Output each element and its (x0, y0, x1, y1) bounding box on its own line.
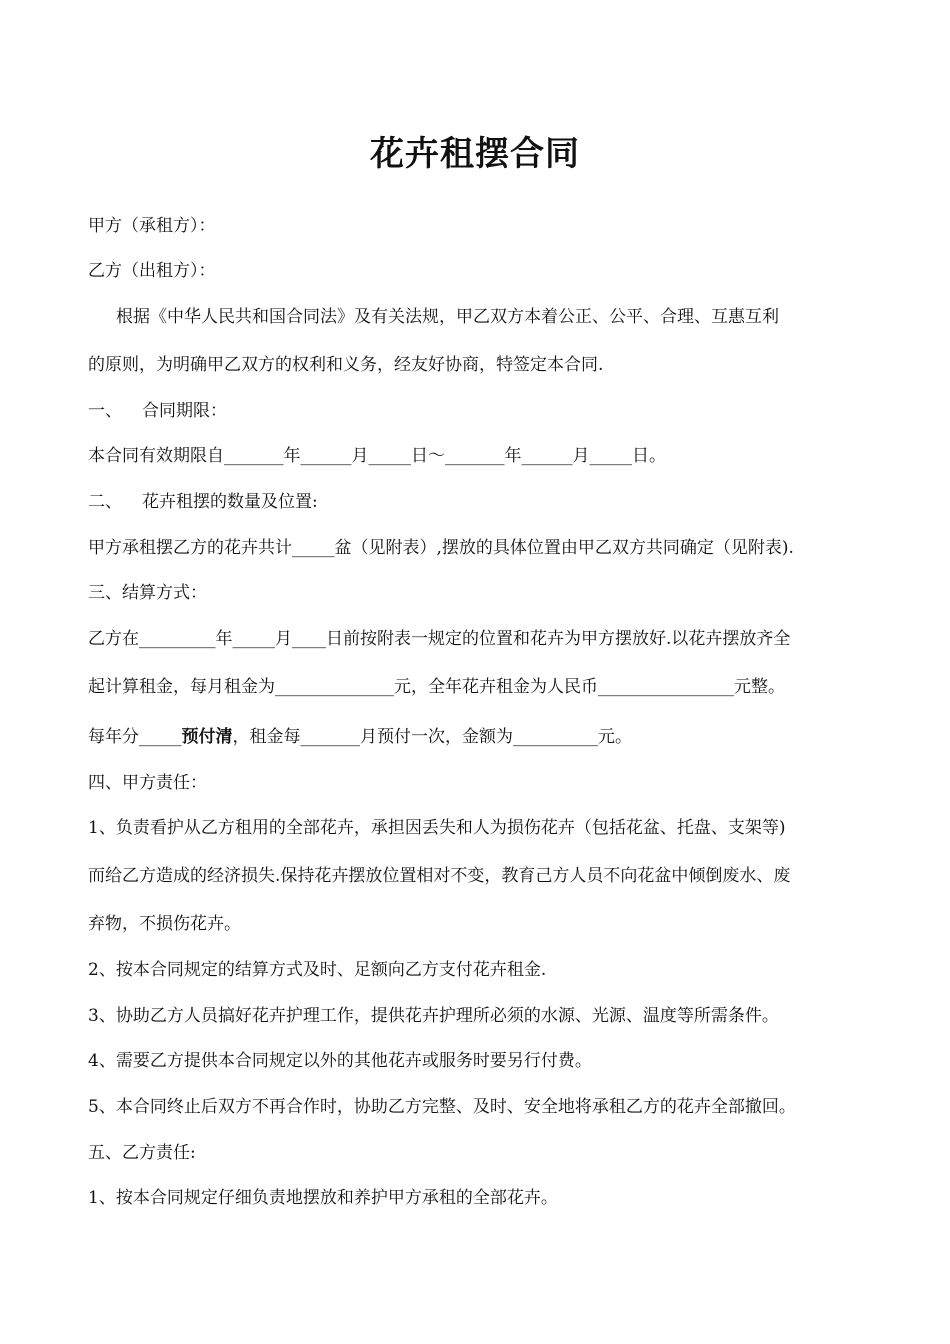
document-title: 花卉租摆合同 (370, 134, 580, 174)
section-4-item-4: 4、需要乙方提供本合同规定以外的其他花卉或服务时要另行付费。 (88, 1051, 592, 1071)
prepay-bold-text: 预付清 (181, 727, 233, 747)
section-1-title: 合同期限： (142, 401, 227, 421)
section-2-text: 甲方承租摆乙方的花卉共计_____盆（见附表）,摆放的具体位置由甲乙双方共同确定（见附表). (88, 538, 794, 558)
section-5-heading: 五、乙方责任: (88, 1143, 196, 1163)
section-3-text-3 (88, 725, 888, 749)
party-a-line: 甲方（承租方）： (88, 216, 216, 236)
section-4-item-1-line-3: 弃物，不损伤花卉。 (88, 914, 241, 934)
party-b-line: 乙方（出租方）： (88, 261, 216, 281)
section-3-text-3c: ，租金每_______月预付一次，金额为__________元。 (232, 727, 632, 747)
section-3-text-1: 乙方在_________年_____月____日前按附表一规定的位置和花卉为甲方摆放好.以花卉摆放齐全 (88, 629, 791, 649)
section-4-item-1-line-2: 而给乙方造成的经济损失.保持花卉摆放位置相对不变，教育己方人员不向花盆中倾倒废水、废 (88, 866, 791, 886)
preamble-line-2: 的原则，为明确甲乙双方的权利和义务，经友好协商，特签定本合同. (88, 355, 604, 375)
section-4-heading: 四、甲方责任： (88, 773, 207, 793)
section-2-title: 花卉租摆的数量及位置: (142, 492, 318, 512)
section-1-text: 本合同有效期限自_______年______月_____日～_______年______月_____日。 (88, 446, 666, 466)
section-4-item-1-line-1: 1、负责看护从乙方租用的全部花卉，承担因丢失和人为损伤花卉（包括花盆、托盘、支架等) (88, 818, 786, 838)
section-4-item-3: 3、协助乙方人员搞好花卉护理工作，提供花卉护理所必须的水源、光源、温度等所需条件。 (88, 1006, 779, 1026)
section-3-heading: 三、结算方式： (88, 583, 207, 603)
section-5-item-1: 1、按本合同规定仔细负责地摆放和养护甲方承租的全部花卉。 (88, 1188, 558, 1208)
section-2-number: 二、 (88, 492, 122, 512)
preamble-line-1: 根据《中华人民共和国合同法》及有关法规，甲乙双方本着公正、公平、合理、互惠互利 (116, 307, 779, 327)
section-4-item-2: 2、按本合同规定的结算方式及时、足额向乙方支付花卉租金. (88, 960, 547, 980)
section-2-heading (88, 490, 888, 514)
section-3-text-2: 起计算租金，每月租金为______________元，全年花卉租金为人民币________________元整。 (88, 677, 785, 697)
section-1-number: 一、 (88, 401, 122, 421)
section-3-text-3a: 每年分_____ (88, 727, 182, 747)
section-4-item-5: 5、本合同终止后双方不再合作时，协助乙方完整、及时、安全地将承租乙方的花卉全部撤回。 (88, 1097, 796, 1117)
section-1-heading (88, 399, 888, 423)
